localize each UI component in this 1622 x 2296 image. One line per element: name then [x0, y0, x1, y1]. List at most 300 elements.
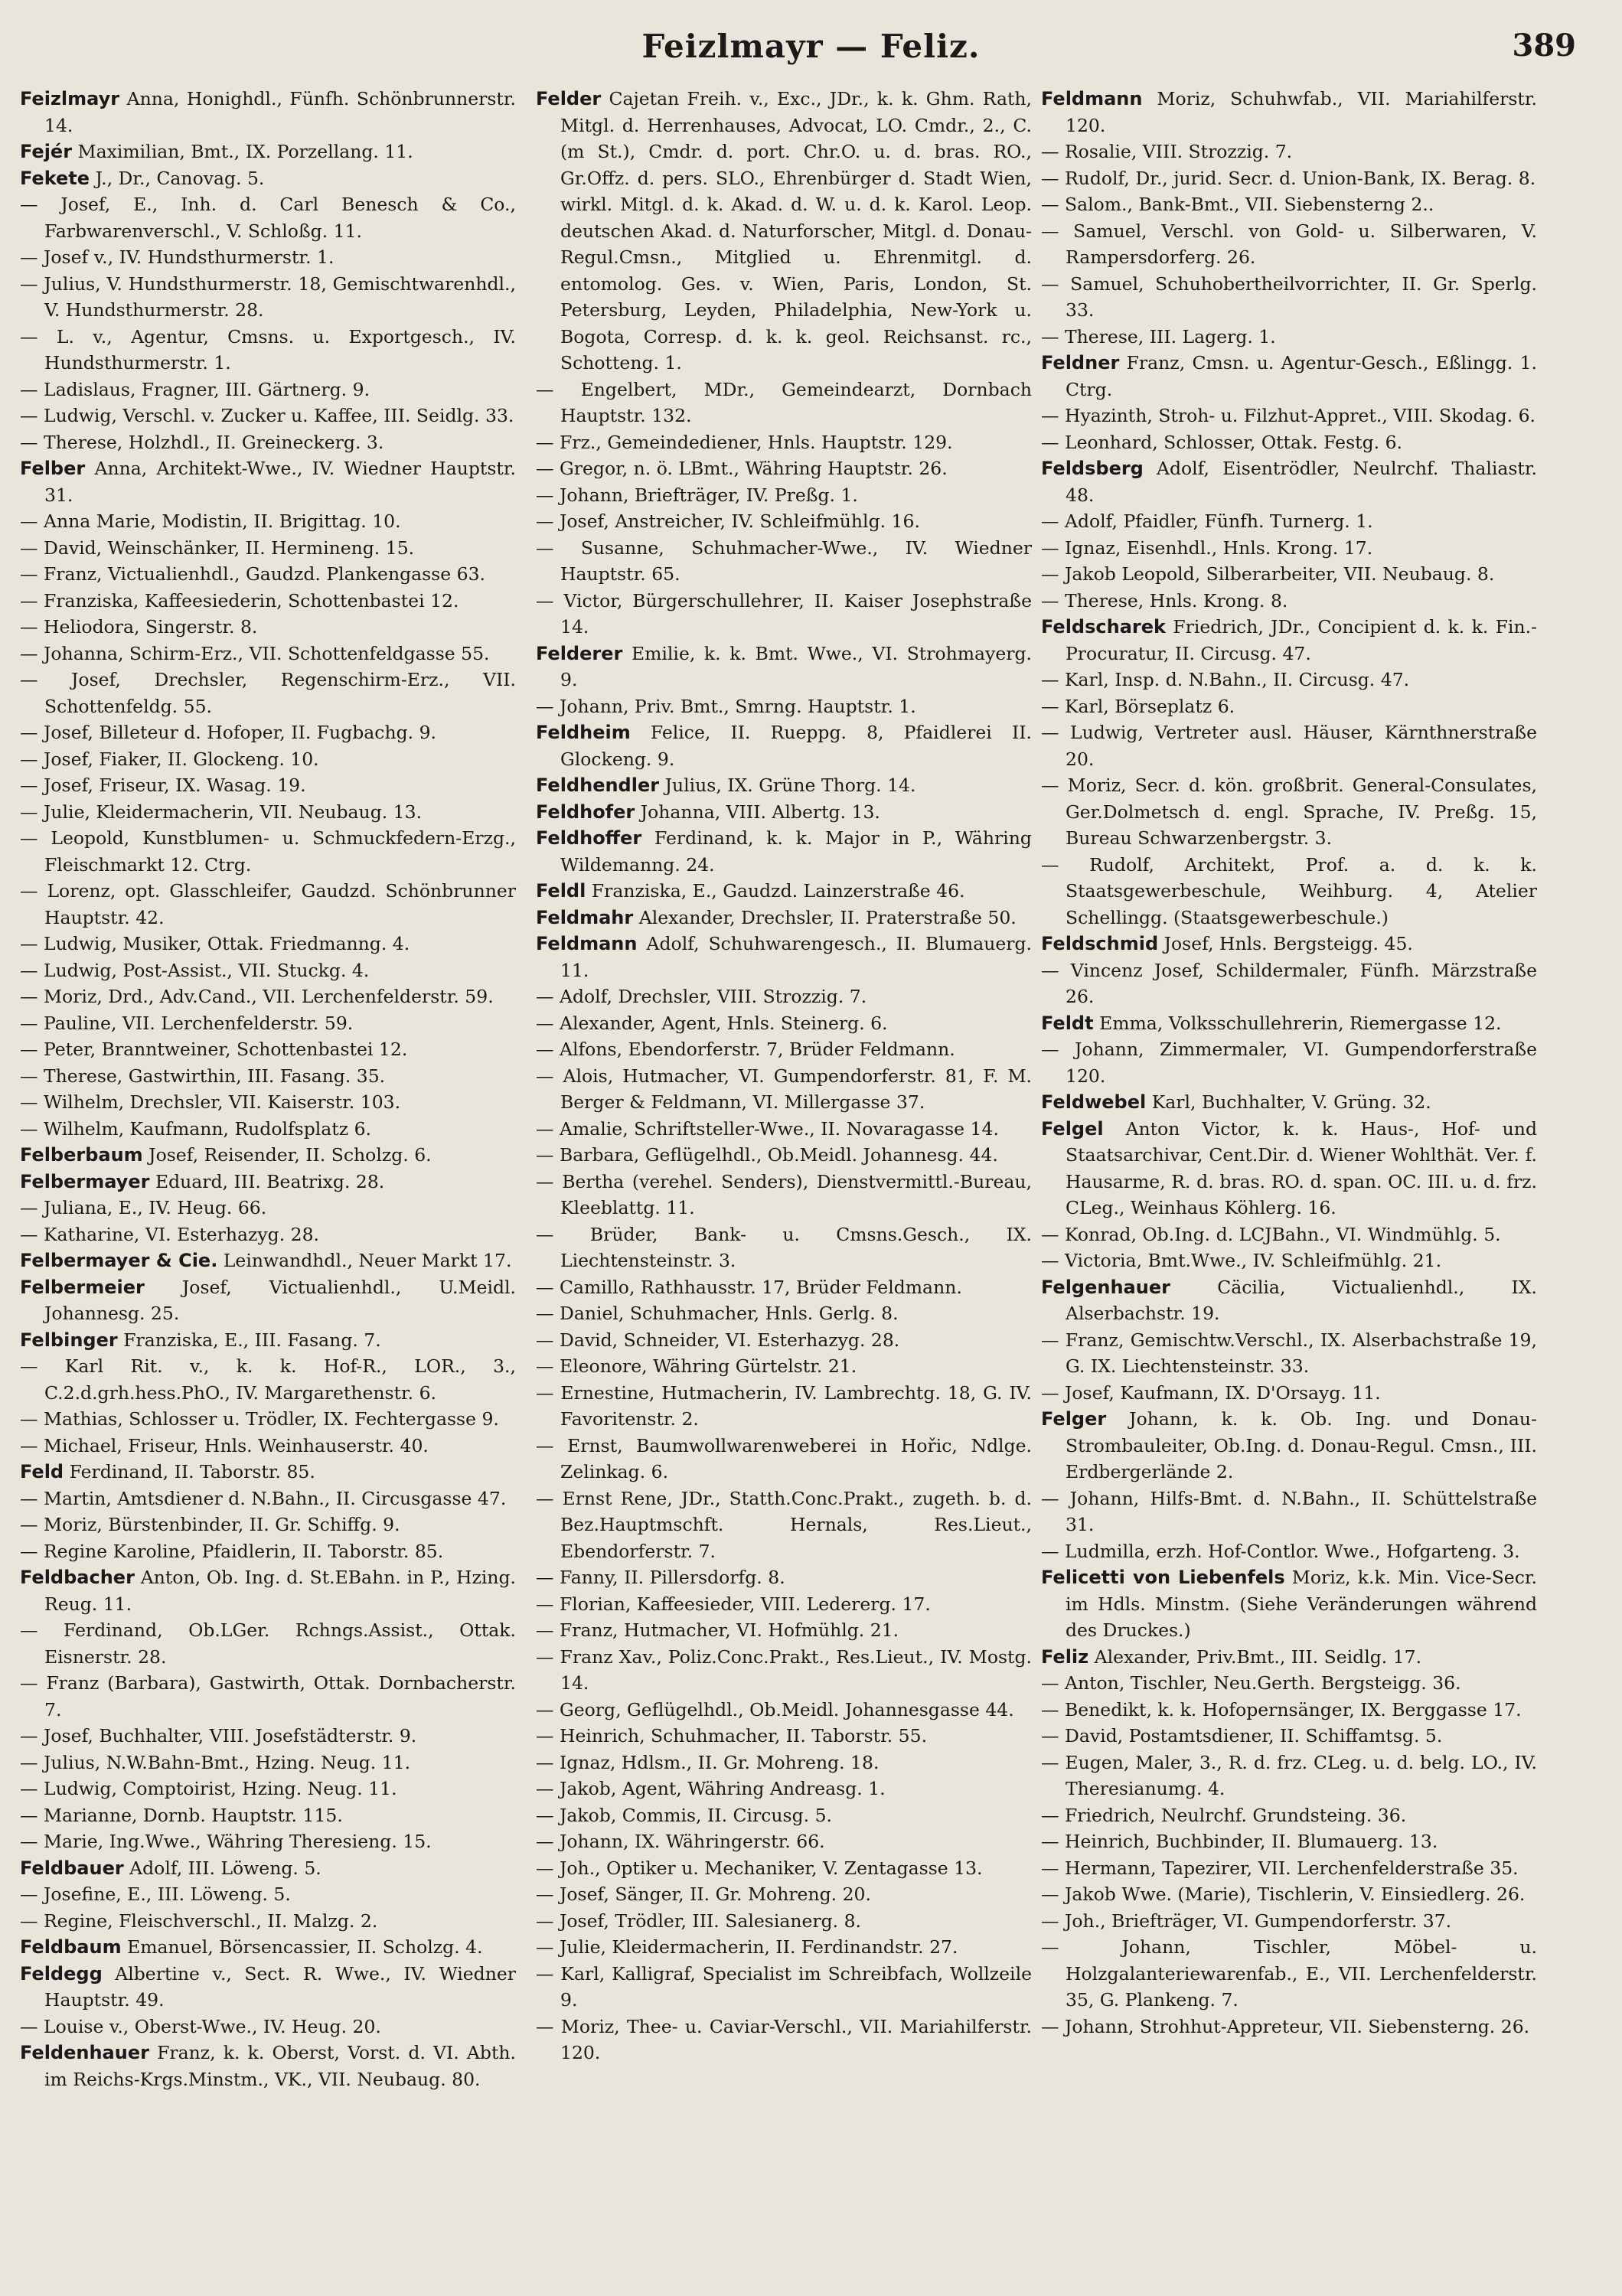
- running-title: Feizlmayr — Feliz.: [641, 28, 981, 65]
- entry-text: Franz (Barbara), Gastwirth, Ottak. Dornbacherstr. 7.: [44, 1672, 516, 1720]
- entry-text: Rudolf, Dr., jurid. Secr. d. Union-Bank, IX. Berag. 8.: [1064, 167, 1536, 189]
- entry-ditto-dash: —: [536, 1910, 554, 1932]
- directory-entry: [20, 1353, 516, 1406]
- entry-text: Josefine, E., III. Löweng. 5.: [43, 1883, 291, 1905]
- entry-ditto-dash: —: [1041, 325, 1059, 347]
- entry-text: Regine Karoline, Pfaidlerin, II. Taborstr. 85.: [43, 1540, 444, 1562]
- entry-text: Johann, IX. Währingerstr. 66.: [559, 1831, 825, 1852]
- entry-ditto-dash: —: [20, 1778, 38, 1799]
- entry-ditto-dash: —: [1041, 272, 1059, 295]
- entry-surname: Feldhendler: [536, 775, 660, 796]
- entry-text: Anton, Ob. Ing. d. St.EBahn. in P., Hzing. Reug. 11.: [44, 1567, 516, 1615]
- directory-entry: [1041, 1750, 1537, 1802]
- entry-text: Joh., Optiker u. Mechaniker, V. Zentagasse 13.: [559, 1857, 983, 1879]
- entry-ditto-dash: —: [1041, 1381, 1059, 1404]
- directory-entry: [536, 1961, 1032, 2014]
- entry-text: Frz., Gemeindediener, Hnls. Hauptstr. 129.: [559, 431, 953, 453]
- entry-surname: Feldegg: [20, 1962, 103, 1985]
- entry-ditto-dash: —: [1041, 669, 1059, 690]
- entry-text: Samuel, Schuhobertheilvorrichter, II. Gr. Sperlg. 33.: [1066, 272, 1537, 321]
- directory-entry: [20, 1195, 516, 1221]
- page-header: [0, 28, 1622, 81]
- entry-ditto-dash: —: [20, 378, 38, 400]
- directory-entry: [20, 1142, 516, 1169]
- entry-ditto-dash: —: [536, 1804, 554, 1826]
- directory-entry: [1041, 1670, 1537, 1697]
- directory-entry: [1041, 350, 1537, 403]
- entry-text: Jakob Leopold, Silberarbeiter, VII. Neubaug. 8.: [1064, 563, 1495, 585]
- entry-surname: Felber: [20, 458, 86, 479]
- entry-ditto-dash: —: [1041, 1857, 1059, 1879]
- entry-text: Marie, Ing.Wwe., Währing Theresieng. 15.: [43, 1831, 432, 1852]
- directory-entry: [20, 1802, 516, 1829]
- entry-text: Ernst Rene, JDr., Statth.Conc.Prakt., zugeth. b. d. Bez.Hauptmschft. Hernals, Res.Lieut., Ebendorferstr. 7.: [560, 1487, 1032, 1562]
- entry-ditto-dash: —: [1041, 1883, 1059, 1905]
- entry-surname: Felbinger: [20, 1329, 118, 1351]
- directory-entry: [20, 719, 516, 746]
- directory-entry: [1041, 271, 1537, 324]
- entry-text: Albertine v., Sect. R. Wwe., IV. Wiedner Hauptstr. 49.: [44, 1962, 516, 2011]
- entry-ditto-dash: —: [536, 1725, 554, 1746]
- entry-surname: Feizlmayr: [20, 88, 120, 109]
- entry-ditto-dash: —: [536, 1698, 554, 1720]
- entry-text: Ladislaus, Fragner, III. Gärtnerg. 9.: [43, 378, 370, 400]
- directory-entry: [1041, 1802, 1537, 1829]
- directory-entry: [20, 403, 516, 429]
- directory-entry: [20, 1512, 516, 1538]
- entry-text: Wilhelm, Drechsler, VII. Kaiserstr. 103.: [43, 1091, 401, 1113]
- entry-text: Karl, Buchhalter, V. Grüng. 32.: [1151, 1091, 1431, 1113]
- entry-ditto-dash: —: [1041, 1698, 1059, 1720]
- entry-ditto-dash: —: [1041, 722, 1059, 743]
- entry-text: Adolf, III. Löweng. 5.: [129, 1857, 321, 1879]
- directory-entry: [20, 139, 516, 165]
- directory-entry: [20, 1670, 516, 1723]
- entry-text: Josef, Billeteur d. Hofoper, II. Fugbachg. 9.: [43, 722, 436, 743]
- entry-text: Julius, IX. Grüne Thorg. 14.: [664, 775, 916, 796]
- entry-text: Daniel, Schuhmacher, Hnls. Gerlg. 8.: [559, 1303, 899, 1324]
- entry-text: Josef, E., Inh. d. Carl Benesch & Co., Farbwarenverschl., V. Schloßg. 11.: [44, 194, 516, 242]
- entry-text: Adolf, Drechsler, VIII. Strozzig. 7.: [559, 986, 867, 1007]
- entry-surname: Feldschmid: [1041, 933, 1159, 954]
- entry-text: Johanna, Schirm-Erz., VII. Schottenfeldgasse 55.: [43, 642, 490, 664]
- directory-entry: [20, 1459, 516, 1486]
- entry-ditto-dash: —: [20, 246, 38, 268]
- entry-ditto-dash: —: [1041, 1223, 1059, 1245]
- entry-surname: Felbermayer: [20, 1170, 150, 1192]
- entry-ditto-dash: —: [20, 1434, 38, 1456]
- entry-ditto-dash: —: [20, 1091, 38, 1113]
- directory-entry: [536, 983, 1032, 1010]
- directory-entry: [20, 2040, 516, 2092]
- directory-entry: [536, 588, 1032, 641]
- entry-ditto-dash: —: [536, 1276, 554, 1298]
- directory-entry: [1041, 1221, 1537, 1248]
- directory-entry: [1041, 508, 1537, 535]
- directory-entry: [1041, 931, 1537, 957]
- directory-entry: [20, 1169, 516, 1195]
- entry-text: Therese, Holzhdl., II. Greineckerg. 3.: [43, 431, 384, 453]
- entry-ditto-dash: —: [1041, 1725, 1059, 1746]
- entry-text: Karl, Kalligraf, Specialist im Schreibfach, Wollzeile 9.: [560, 1962, 1032, 2011]
- entry-text: Louise v., Oberst-Wwe., IV. Heug. 20.: [43, 2015, 381, 2037]
- entry-text: Josef, Reisender, II. Scholzg. 6.: [148, 1144, 432, 1166]
- directory-entry: [1041, 218, 1537, 271]
- entry-text: Adolf, Pfaidler, Fünfh. Turnerg. 1.: [1064, 510, 1373, 532]
- entry-text: Samuel, Verschl. von Gold- u. Silberwaren, V. Rampersdorferg. 26.: [1066, 220, 1537, 268]
- directory-entry: [1041, 86, 1537, 139]
- directory-entry: [20, 244, 516, 271]
- directory-entry: [536, 1855, 1032, 1882]
- page-number: 389: [1512, 28, 1576, 64]
- entry-surname: Fejér: [20, 141, 73, 162]
- entry-ditto-dash: —: [20, 1065, 38, 1087]
- directory-entry: [1041, 561, 1537, 588]
- directory-entry: [1041, 191, 1537, 218]
- column-3: [1041, 86, 1537, 2282]
- entry-ditto-dash: —: [20, 1619, 38, 1641]
- entry-text: Alexander, Priv.Bmt., III. Seidlg. 17.: [1094, 1645, 1422, 1668]
- directory-entry: [20, 508, 516, 535]
- directory-entry: [1041, 957, 1537, 1010]
- entry-text: Florian, Kaffeesieder, VIII. Ledererg. 17.: [559, 1593, 931, 1615]
- entry-text: Salom., Bank-Bmt., VII. Siebensterng 2..: [1064, 194, 1434, 215]
- entry-surname: Feldwebel: [1041, 1091, 1147, 1113]
- entry-ditto-dash: —: [20, 1012, 38, 1034]
- directory-entry: [20, 1538, 516, 1565]
- directory-entry: [20, 931, 516, 957]
- directory-entry: [1041, 614, 1537, 667]
- entry-ditto-dash: —: [536, 458, 554, 479]
- entry-ditto-dash: —: [536, 1593, 554, 1615]
- directory-entry: [1041, 1274, 1537, 1327]
- entry-text: Jakob, Commis, II. Circusg. 5.: [559, 1804, 832, 1826]
- entry-text: Fanny, II. Pillersdorfg. 8.: [559, 1567, 785, 1588]
- entry-text: Bertha (verehel. Senders), Dienstvermittl.-Bureau, Kleeblattg. 11.: [560, 1170, 1032, 1218]
- entry-text: Franz, k. k. Oberst, Vorst. d. VI. Abth. im Reichs-Krgs.Minstm., VK., VII. Neubaug. 80.: [44, 2042, 516, 2090]
- entry-ditto-dash: —: [1041, 1804, 1059, 1826]
- entry-ditto-dash: —: [20, 1883, 38, 1905]
- directory-entry: [536, 1433, 1032, 1486]
- directory-entry: [1041, 455, 1537, 508]
- entry-text: Regine, Fleischverschl., II. Malzg. 2.: [43, 1910, 378, 1932]
- directory-entry: [536, 1723, 1032, 1750]
- entry-text: Johann, Zimmermaler, VI. Gumpendorferstraße 120.: [1066, 1039, 1537, 1087]
- entry-ditto-dash: —: [20, 669, 38, 690]
- directory-entry: [20, 561, 516, 588]
- entry-ditto-dash: —: [536, 695, 554, 717]
- directory-entry: [1041, 852, 1537, 931]
- directory-entry: [1041, 1723, 1537, 1750]
- entry-text: Franziska, E., III. Fasang. 7.: [123, 1329, 381, 1351]
- entry-text: Julius, N.W.Bahn-Bmt., Hzing. Neug. 11.: [43, 1751, 411, 1773]
- entry-text: Josef, Fiaker, II. Glockeng. 10.: [43, 748, 319, 770]
- entry-text: Heinrich, Buchbinder, II. Blumauerg. 13.: [1064, 1831, 1438, 1852]
- entry-ditto-dash: —: [20, 563, 38, 585]
- entry-ditto-dash: —: [536, 536, 554, 559]
- entry-text: Emanuel, Börsencassier, II. Scholzg. 4.: [127, 1936, 483, 1958]
- entry-text: Ernst, Baumwollwarenweberei in Hořic, Ndlge. Zelinkag. 6.: [560, 1434, 1032, 1482]
- directory-entry: [536, 1063, 1032, 1116]
- entry-surname: Feldenhauer: [20, 2042, 149, 2063]
- entry-text: Moriz, k.k. Min. Vice-Secr. im Hdls. Minstm. (Siehe Veränderungen während des Druckes.): [1066, 1567, 1537, 1641]
- entry-ditto-dash: —: [536, 510, 554, 532]
- entry-ditto-dash: —: [1041, 405, 1059, 426]
- directory-entry: [1041, 772, 1537, 852]
- directory-entry: [536, 641, 1032, 693]
- entry-text: Ludwig, Post-Assist., VII. Stuckg. 4.: [43, 959, 370, 981]
- directory-entry: [20, 799, 516, 826]
- directory-entry: [20, 588, 516, 615]
- directory-entry: [20, 1855, 516, 1882]
- directory-entry: [20, 983, 516, 1010]
- directory-entry: [536, 2014, 1032, 2066]
- entry-ditto-dash: —: [536, 1936, 554, 1958]
- entry-ditto-dash: —: [20, 775, 38, 796]
- entry-text: Franziska, E., Gaudzd. Lainzerstraße 46.: [591, 880, 965, 902]
- directory-entry: [536, 878, 1032, 905]
- entry-surname: Fekete: [20, 167, 90, 189]
- entry-ditto-dash: —: [1041, 1831, 1059, 1852]
- entry-ditto-dash: —: [20, 933, 38, 954]
- entry-ditto-dash: —: [536, 1303, 554, 1324]
- directory-entry: [536, 455, 1032, 482]
- entry-ditto-dash: —: [1041, 1487, 1059, 1509]
- directory-entry: [536, 1802, 1032, 1829]
- entry-ditto-dash: —: [20, 1355, 38, 1377]
- entry-ditto-dash: —: [20, 1197, 38, 1218]
- directory-entry: [536, 1750, 1032, 1776]
- entry-ditto-dash: —: [1041, 695, 1059, 717]
- directory-entry: [20, 878, 516, 931]
- entry-text: David, Postamtsdiener, II. Schiffamtsg. 5.: [1064, 1725, 1443, 1746]
- directory-entry: [536, 1353, 1032, 1380]
- directory-entry: [536, 482, 1032, 509]
- entry-ditto-dash: —: [20, 722, 38, 743]
- directory-entry: [20, 1881, 516, 1908]
- directory-entry: [1041, 1116, 1537, 1221]
- entry-text: Anna Marie, Modistin, II. Brigittag. 10.: [43, 510, 401, 532]
- entry-ditto-dash: —: [536, 1329, 554, 1351]
- directory-entry: [536, 772, 1032, 799]
- entry-text: Julius, V. Hundsthurmerstr. 18, Gemischtwarenhdl., V. Hundsthurmerstr. 28.: [44, 272, 516, 321]
- entry-text: Amalie, Schriftsteller-Wwe., II. Novaragasse 14.: [559, 1117, 999, 1140]
- directory-entry: [536, 377, 1032, 429]
- entry-surname: Feldl: [536, 880, 586, 902]
- directory-entry: [536, 1169, 1032, 1221]
- entry-text: Therese, Gastwirthin, III. Fasang. 35.: [43, 1065, 386, 1087]
- directory-entry: [536, 1697, 1032, 1724]
- entry-text: Eugen, Maler, 3., R. d. frz. CLeg. u. d. belg. LO., IV. Theresianumg. 4.: [1065, 1751, 1537, 1799]
- entry-ditto-dash: —: [20, 405, 38, 426]
- column-2: [536, 86, 1032, 2282]
- directory-entry: [20, 957, 516, 984]
- directory-entry: [1041, 667, 1537, 693]
- entry-ditto-dash: —: [20, 1725, 38, 1746]
- directory-entry: [20, 825, 516, 878]
- entry-ditto-dash: —: [20, 1514, 38, 1535]
- entry-text: Anton, Tischler, Neu.Gerth. Bergsteigg. 36.: [1064, 1672, 1461, 1694]
- entry-ditto-dash: —: [20, 1223, 38, 1245]
- entry-ditto-dash: —: [536, 1223, 554, 1245]
- directory-entry: [536, 1274, 1032, 1301]
- directory-entry: [1041, 1406, 1537, 1486]
- directory-entry: [1041, 1881, 1537, 1908]
- entry-text: Jakob Wwe. (Marie), Tischlerin, V. Einsiedlerg. 26.: [1064, 1883, 1526, 1905]
- entry-ditto-dash: —: [20, 801, 38, 823]
- entry-text: Josef, Victualienhdl., U.Meidl. Johannesg. 25.: [44, 1276, 516, 1324]
- entry-text: Josef, Sänger, II. Gr. Mohreng. 20.: [559, 1883, 871, 1905]
- entry-text: Moriz, Thee- u. Caviar-Verschl., VII. Mariahilferstr. 120.: [560, 2015, 1032, 2063]
- directory-entry: [20, 1063, 516, 1090]
- directory-entry: [1041, 1855, 1537, 1882]
- entry-text: Rudolf, Architekt, Prof. a. d. k. k. Staatsgewerbeschule, Weihburg. 4, Atelier Schellingg. (Staatsgewerbeschule.): [1066, 853, 1537, 928]
- entry-surname: Felgel: [1041, 1117, 1104, 1140]
- entry-text: Victor, Bürgerschullehrer, II. Kaiser Josephstraße 14.: [560, 589, 1032, 638]
- entry-ditto-dash: —: [536, 1065, 554, 1087]
- directory-entry: [536, 535, 1032, 588]
- directory-entry: [20, 772, 516, 799]
- entry-ditto-dash: —: [1041, 194, 1059, 215]
- entry-text: Ludwig, Vertreter ausl. Häuser, Kärnthnerstraße 20.: [1066, 722, 1537, 770]
- directory-entry: [536, 1644, 1032, 1697]
- entry-text: Martin, Amtsdiener d. N.Bahn., II. Circusgasse 47.: [43, 1487, 507, 1509]
- entry-text: Moriz, Schuhwfab., VII. Mariahilferstr. 120.: [1066, 88, 1537, 136]
- entry-surname: Feldmann: [1041, 88, 1143, 109]
- directory-entry: [536, 1036, 1032, 1063]
- entry-text: Leonhard, Schlosser, Ottak. Festg. 6.: [1064, 431, 1402, 453]
- directory-entry: [20, 1564, 516, 1617]
- entry-text: Therese, III. Lagerg. 1.: [1064, 325, 1276, 347]
- entry-text: Konrad, Ob.Ing. d. LCJBahn., VI. Windmühlg. 5.: [1064, 1223, 1501, 1245]
- directory-entry: [20, 1116, 516, 1143]
- directory-entry: [536, 1486, 1032, 1565]
- entry-text: Alexander, Agent, Hnls. Steinerg. 6.: [559, 1012, 888, 1034]
- entry-text: Ferdinand, Ob.LGer. Rchngs.Assist., Ottak. Eisnerstr. 28.: [44, 1619, 516, 1668]
- entry-text: Karl, Börseplatz 6.: [1064, 695, 1235, 717]
- directory-entry: [20, 1723, 516, 1750]
- directory-entry: [20, 86, 516, 139]
- entry-text: Joh., Briefträger, VI. Gumpendorferstr. 37.: [1064, 1910, 1452, 1932]
- entry-text: Ferdinand, II. Taborstr. 85.: [69, 1461, 315, 1482]
- directory-entry: [20, 1750, 516, 1776]
- entry-ditto-dash: —: [1041, 1250, 1059, 1271]
- entry-surname: Felgenhauer: [1041, 1276, 1170, 1298]
- directory-entry: [536, 825, 1032, 878]
- directory-entry: [20, 641, 516, 667]
- entry-text: Josef, Anstreicher, IV. Schleifmühlg. 16.: [559, 510, 920, 532]
- directory-entry: [1041, 1908, 1537, 1935]
- entry-text: Anna, Honighdl., Fünfh. Schönbrunnerstr. 14.: [44, 88, 516, 136]
- entry-ditto-dash: —: [536, 1831, 554, 1852]
- entry-text: Mathias, Schlosser u. Trödler, IX. Fechtergasse 9.: [43, 1408, 499, 1430]
- entry-ditto-dash: —: [536, 1170, 554, 1192]
- entry-ditto-dash: —: [1041, 431, 1059, 453]
- entry-ditto-dash: —: [1041, 775, 1059, 796]
- entry-surname: Felberbaum: [20, 1144, 143, 1166]
- directory-entry: [1041, 1380, 1537, 1407]
- entry-ditto-dash: —: [536, 431, 554, 453]
- entry-text: Friedrich, JDr., Concipient d. k. k. Fin.-Procuratur, II. Circusg. 47.: [1066, 616, 1537, 664]
- entry-text: Josef v., IV. Hundsthurmerstr. 1.: [43, 246, 335, 268]
- entry-surname: Feldmann: [536, 933, 638, 954]
- entry-ditto-dash: —: [1041, 1751, 1059, 1773]
- directory-entry: [536, 1327, 1032, 1354]
- entry-text: Pauline, VII. Lerchenfelderstr. 59.: [43, 1012, 354, 1034]
- directory-entry: [1041, 1036, 1537, 1089]
- directory-entry: [1041, 535, 1537, 562]
- directory-entry: [536, 1591, 1032, 1618]
- directory-entry: [536, 693, 1032, 720]
- entry-text: Franz, Hutmacher, VI. Hofmühlg. 21.: [559, 1619, 899, 1641]
- directory-entry: [536, 508, 1032, 535]
- directory-entry: [536, 1881, 1032, 1908]
- entry-ditto-dash: —: [536, 1012, 554, 1034]
- directory-entry: [20, 1036, 516, 1063]
- entry-ditto-dash: —: [536, 1434, 554, 1456]
- entry-ditto-dash: —: [536, 1567, 554, 1588]
- directory-entry: [1041, 1089, 1537, 1116]
- directory-entry: [20, 1221, 516, 1248]
- entry-surname: Feldbacher: [20, 1567, 135, 1588]
- directory-entry: [1041, 2014, 1537, 2040]
- directory-entry: [536, 905, 1032, 931]
- entry-ditto-dash: —: [20, 2015, 38, 2037]
- entry-text: Moriz, Drd., Adv.Cand., VII. Lerchenfelderstr. 59.: [43, 986, 494, 1007]
- directory-entry: [20, 1828, 516, 1855]
- entry-surname: Feldhofer: [536, 801, 635, 823]
- directory-entry: [1041, 1564, 1537, 1644]
- entry-ditto-dash: —: [20, 1408, 38, 1430]
- directory-entry: [20, 1433, 516, 1459]
- entry-text: Leinwandhdl., Neuer Markt 17.: [223, 1250, 512, 1271]
- entry-ditto-dash: —: [20, 1540, 38, 1562]
- directory-entry: [1041, 1327, 1537, 1380]
- entry-text: Franz, Victualienhdl., Gaudzd. Plankengasse 63.: [43, 563, 485, 585]
- directory-entry: [20, 165, 516, 192]
- entry-text: Josef, Buchhalter, VIII. Josefstädterstr. 9.: [43, 1725, 417, 1746]
- entry-ditto-dash: —: [1041, 1329, 1059, 1351]
- column-1: [20, 86, 516, 2282]
- directory-entry: [20, 1617, 516, 1670]
- entry-text: Hyazinth, Stroh- u. Filzhut-Appret., VIII. Skodag. 6.: [1064, 405, 1536, 426]
- directory-entry: [1041, 324, 1537, 351]
- entry-text: Katharine, VI. Esterhazyg. 28.: [43, 1223, 320, 1245]
- entry-ditto-dash: —: [1041, 220, 1059, 242]
- entry-ditto-dash: —: [536, 2015, 554, 2037]
- directory-entry: [536, 1221, 1032, 1274]
- entry-text: Moriz, Secr. d. kön. großbrit. General-Consulates, Ger.Dolmetsch d. engl. Sprache, IV. Preßg. 15, Bureau Schwarzenbergstr. 3.: [1066, 775, 1537, 849]
- entry-ditto-dash: —: [536, 1778, 554, 1799]
- entry-text: Ludwig, Comptoirist, Hzing. Neug. 11.: [43, 1778, 397, 1799]
- entry-text: Johanna, VIII. Albertg. 13.: [640, 801, 880, 823]
- entry-surname: Feldbauer: [20, 1857, 124, 1879]
- entry-ditto-dash: —: [20, 1910, 38, 1932]
- entry-ditto-dash: —: [20, 748, 38, 770]
- entry-ditto-dash: —: [1041, 167, 1059, 189]
- entry-text: Josef, Trödler, III. Salesianerg. 8.: [559, 1910, 862, 1932]
- entry-surname: Felbermeier: [20, 1276, 145, 1298]
- entry-ditto-dash: —: [536, 1487, 554, 1509]
- entry-ditto-dash: —: [20, 880, 38, 902]
- entry-ditto-dash: —: [1041, 1540, 1059, 1562]
- directory-entry: [20, 2014, 516, 2040]
- entry-surname: Felderer: [536, 642, 623, 664]
- entry-text: J., Dr., Canovag. 5.: [95, 167, 265, 189]
- directory-entry: [20, 667, 516, 719]
- directory-entry: [1041, 693, 1537, 720]
- directory-entry: [20, 1961, 516, 2014]
